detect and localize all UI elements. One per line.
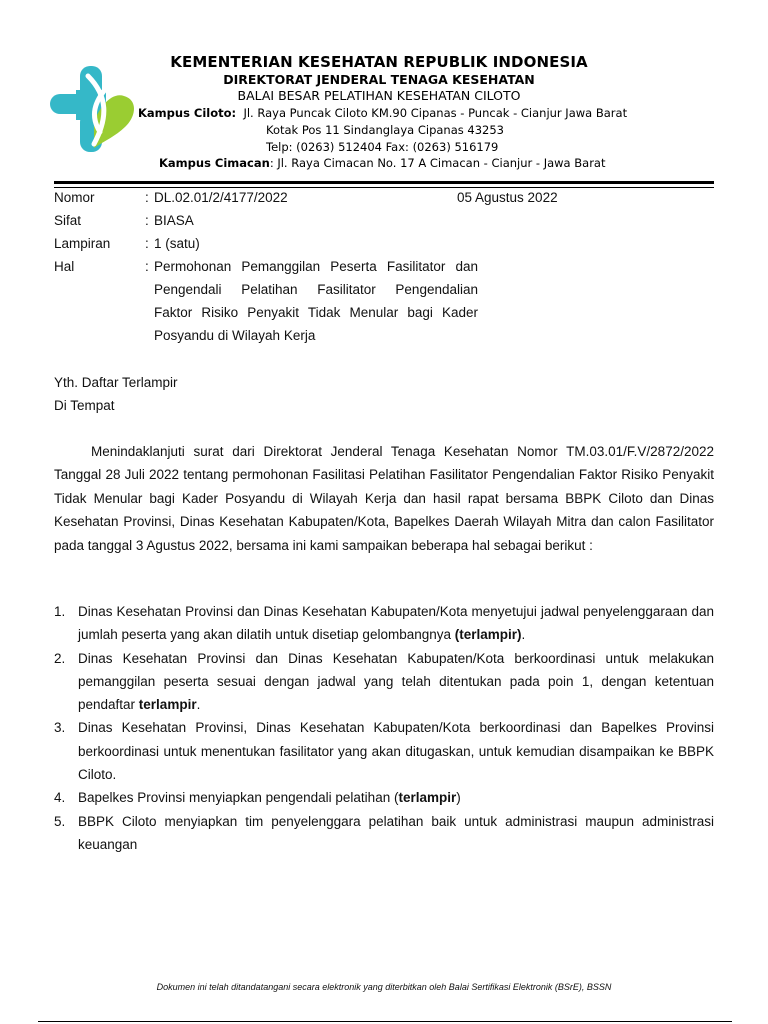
list-item-number: 2. — [54, 650, 66, 666]
addressee-place: Di Tempat — [54, 398, 115, 413]
campus-ciloto-street: Jl. Raya Puncak Ciloto KM.90 Cipanas - Puncak - Cianjur Jawa Barat — [243, 106, 628, 120]
colon: : — [145, 259, 149, 274]
nomor-value: DL.02.01/2/4177/2022 — [154, 190, 288, 205]
campus-cimacan-address — [159, 155, 605, 172]
lampiran-value: 1 (satu) — [154, 236, 200, 251]
list-item-text: Dinas Kesehatan Provinsi, Dinas Kesehatan Kabupaten/Kota berkoordinasi dan Bapelkes Provinsi berkoordinasi untuk menentukan fasilitator yang akan ditugaskan, untuk kemudian disampaikan ke BBPK Ciloto. — [78, 720, 714, 783]
list-item — [54, 786, 714, 809]
ministry-name: KEMENTERIAN KESEHATAN REPUBLIK INDONESIA — [170, 53, 588, 71]
colon: : — [145, 236, 149, 251]
sifat-label: Sifat — [54, 213, 82, 228]
campus-ciloto-address — [138, 105, 627, 122]
meta-row-lampiran — [54, 232, 714, 255]
hal-line: Permohonan Pemanggilan Peserta Fasilitator dan — [154, 259, 478, 274]
hal-subject — [154, 255, 478, 347]
meta-row-hal — [54, 255, 714, 347]
list-item-bold: terlampir — [138, 697, 197, 713]
institution-name: BALAI BESAR PELATIHAN KESEHATAN CILOTO — [237, 88, 521, 103]
campus-cimacan-street: : Jl. Raya Cimacan No. 17 A Cimacan - Cianjur - Jawa Barat — [269, 156, 606, 170]
hal-line: Pengendali Pelatihan Fasilitator Pengendalian — [154, 282, 478, 297]
list-item-number: 4. — [54, 790, 66, 806]
directorate-name: DIREKTORAT JENDERAL TENAGA KESEHATAN — [223, 72, 535, 87]
addressee — [54, 371, 178, 417]
list-item — [54, 600, 714, 647]
list-item-number: 3. — [54, 720, 66, 736]
body-paragraph-text: Menindaklanjuti surat dari Direktorat Jenderal Tenaga Kesehatan Nomor TM.03.01/F.V/2872/2022 Tanggal 28 Juli 2022 tentang permohonan Fasilitasi Pelatihan Fasilitator Pengendalian Faktor Risiko Penyakit Tidak Menular bagi Kader Posyandu di Wilayah Kerja dan hasil rapat bersama BBPK Ciloto dan Dinas Kesehatan Provinsi, Dinas Kesehatan Kabupaten/Kota, Bapelkes Daerah Wilayah Mitra dan calon Fasilitator pada tanggal 3 Agustus 2022, bersama ini kami sampaikan beberapa hal sebagai berikut : — [54, 444, 714, 553]
numbered-list — [54, 600, 714, 856]
list-item-text: Dinas Kesehatan Provinsi dan Dinas Kesehatan Kabupaten/Kota berkoordinasi untuk melakukan pemanggilan peserta sesuai dengan jadwal yang telah ditentukan pada poin 1, dengan ketentuan pendaftar — [78, 650, 714, 713]
sifat-value: BIASA — [154, 213, 194, 228]
list-item-text: Bapelkes Provinsi menyiapkan pengendali pelatihan ( — [78, 790, 399, 806]
list-item-text: Dinas Kesehatan Provinsi dan Dinas Kesehatan Kabupaten/Kota menyetujui jadwal penyelenggaraan dan jumlah peserta yang akan dilatih untuk disetiap gelombangnya — [78, 604, 714, 643]
nomor-label: Nomor — [54, 190, 95, 205]
list-item — [54, 810, 714, 857]
list-item-tail: . — [196, 697, 201, 713]
hal-line: Faktor Risiko Penyakit Tidak Menular bagi Kader — [154, 305, 478, 320]
letterhead-rule-thick — [54, 181, 714, 184]
ministry-logo — [50, 66, 136, 154]
letter-meta — [54, 186, 714, 347]
campus-cimacan-label: Kampus Cimacan — [159, 156, 270, 170]
list-item — [54, 647, 714, 717]
footer-rule — [38, 1021, 732, 1022]
po-box: Kotak Pos 11 Sindanglaya Cipanas 43253 — [266, 123, 504, 137]
hal-label: Hal — [54, 259, 75, 274]
phone-fax: Telp: (0263) 512404 Fax: (0263) 516179 — [266, 140, 499, 154]
list-item-number: 1. — [54, 604, 66, 619]
colon: : — [145, 213, 149, 228]
list-item — [54, 716, 714, 786]
list-item-bold: terlampir — [398, 790, 457, 806]
addressee-line: Yth. Daftar Terlampir — [54, 375, 178, 390]
campus-ciloto-label: Kampus Ciloto: — [138, 106, 237, 120]
e-signature-note: Dokumen ini telah ditandatangani secara elektronik yang diterbitkan oleh Balai Sertifikasi Elektronik (BSrE), BSSN — [156, 982, 612, 992]
lampiran-label: Lampiran — [54, 236, 111, 251]
colon: : — [145, 190, 149, 205]
letterhead — [140, 52, 618, 104]
list-item-text: BBPK Ciloto menyiapkan tim penyelenggara pelatihan baik untuk administrasi maupun administrasi keuangan — [78, 813, 714, 852]
body-paragraph — [54, 440, 714, 557]
meta-row-nomor — [54, 186, 714, 209]
list-item-number: 5. — [54, 813, 66, 829]
list-item-bold: (terlampir) — [454, 627, 522, 643]
meta-row-sifat — [54, 209, 714, 232]
letter-date: 05 Agustus 2022 — [457, 190, 558, 205]
list-item-tail: . — [521, 627, 526, 643]
hal-line: Posyandu di Wilayah Kerja — [154, 328, 316, 343]
list-item-tail: ) — [456, 790, 461, 806]
